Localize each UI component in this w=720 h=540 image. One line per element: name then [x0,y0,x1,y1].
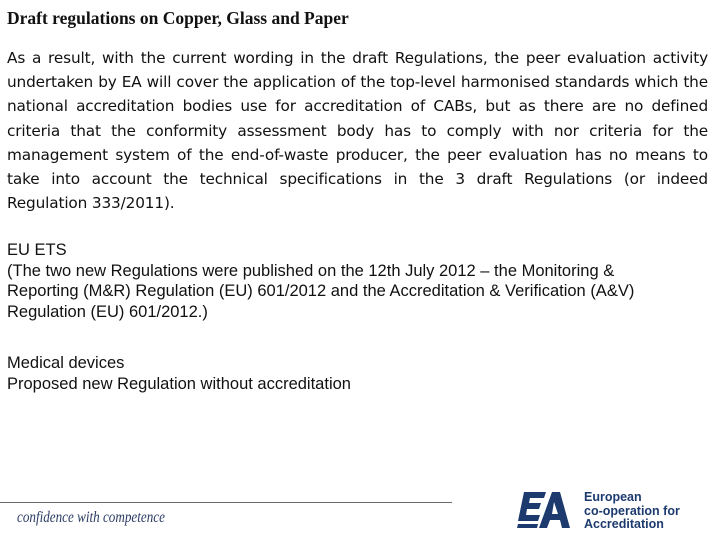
eu-ets-section [7,240,634,322]
page-title: Draft regulations on Copper, Glass and Paper [7,8,349,28]
footer-divider [0,502,452,503]
medical-devices-heading: Medical devices [7,354,125,372]
eu-ets-heading: EU ETS [7,241,67,259]
eu-ets-line: Reporting (M&R) Regulation (EU) 601/2012 and the Accreditation & Verification (A&V) [7,282,635,300]
medical-devices-section [7,353,351,394]
logo-line: European [584,490,642,504]
logo-line: co-operation for [584,503,680,518]
eu-ets-line: Regulation (EU) 601/2012.) [7,302,208,321]
ea-logo-text [584,491,680,532]
footer-tagline: confidence with competence [17,509,165,526]
medical-devices-text: Proposed new Regulation without accreditation [7,374,351,393]
eu-ets-line: (The two new Regulations were published on the 12th July 2012 – the Monitoring & [7,261,615,280]
ea-logo-icon [516,490,572,532]
logo-line: Accreditation [584,517,664,531]
body-paragraph: As a result, with the current wording in the draft Regulations, the peer evaluation activity undertaken by EA will cover the application of the top-level harmonised standards which the national accreditation bodies use for accreditation of CABs, but as there are no defined criteria that the conformity assessment body has to comply with nor criteria for the management system of the end-of-waste producer, the peer evaluation has no means to take into account the technical specifications in the 3 draft Regulations (or indeed Regulation 333/2011). [7,49,708,213]
